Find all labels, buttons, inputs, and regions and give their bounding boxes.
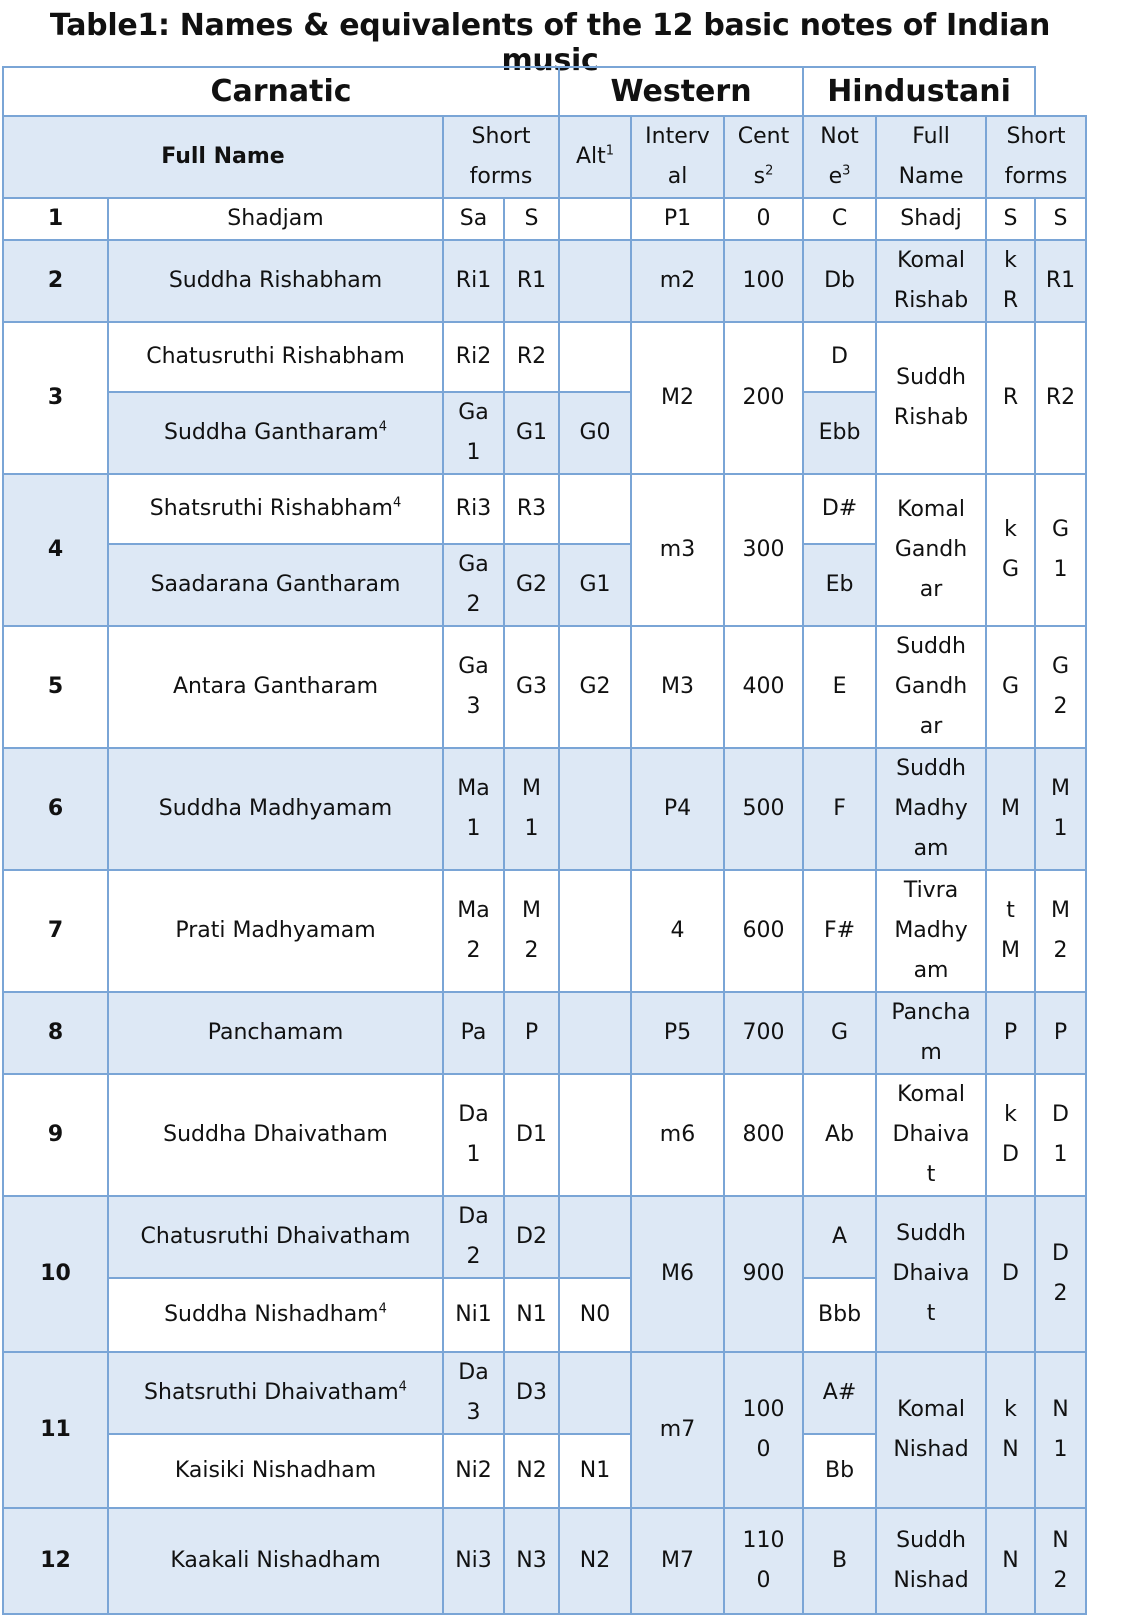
cents: 600 [724,870,803,992]
carnatic-full-name: Chatusruthi Dhaivatham [108,1196,443,1278]
short-form-1: Ni2 [443,1434,504,1508]
interval: m3 [631,474,724,626]
hindustani-short-2: N 1 [1035,1352,1086,1508]
row-number: 6 [3,748,108,870]
short-form-2: G2 [504,544,559,626]
hindustani-group-header: Hindustani [803,67,1035,116]
carnatic-full-name: Suddha Rishabham [108,240,443,322]
interval-header: Interv al [631,116,724,198]
cents: 300 [724,474,803,626]
row-number: 10 [3,1196,108,1352]
row-number: 5 [3,626,108,748]
hindustani-short-2: G 1 [1035,474,1086,626]
alt-short-form [559,748,631,870]
short-form-1: Sa [443,198,504,240]
short-form-2: D2 [504,1196,559,1278]
short-form-2: N3 [504,1508,559,1614]
cents-header: Cent $s^2$ [724,116,803,198]
alt-short-form: G1 [559,544,631,626]
interval: P4 [631,748,724,870]
table-row [3,322,1086,392]
alt-short-form [559,1196,631,1278]
interval: M3 [631,626,724,748]
western-note: Eb [803,544,876,626]
hindustani-short-1: k G [986,474,1035,626]
western-note: F [803,748,876,870]
hindustani-full-name: Suddh Dhaiva t [876,1196,986,1352]
hindustani-short-2: P [1035,992,1086,1074]
carnatic-full-name: Saadarana Gantharam [108,544,443,626]
hindustani-full-name-header: Full Name [876,116,986,198]
short-form-2: R1 [504,240,559,322]
carnatic-full-name: Kaisiki Nishadham [108,1434,443,1508]
row-number: 7 [3,870,108,992]
western-note: Bbb [803,1278,876,1352]
row-number: 1 [3,198,108,240]
cents: 100 [724,240,803,322]
cents: 200 [724,322,803,474]
alt-short-form [559,322,631,392]
interval: P5 [631,992,724,1074]
hindustani-short-forms-header: Short forms [986,116,1086,198]
column-header-row [3,116,1086,198]
hindustani-short-1: N [986,1508,1035,1614]
interval: 4 [631,870,724,992]
alt-short-form: N0 [559,1278,631,1352]
carnatic-full-name: Antara Gantharam [108,626,443,748]
interval: P1 [631,198,724,240]
hindustani-short-1: k R [986,240,1035,322]
alt-short-form [559,870,631,992]
table-row [3,748,1086,870]
hindustani-short-1: D [986,1196,1035,1352]
short-form-2: M 2 [504,870,559,992]
carnatic-full-name: Suddha Gantharam$^4$ [108,392,443,474]
alt-short-form [559,992,631,1074]
short-form-2: P [504,992,559,1074]
alt-short-form: N1 [559,1434,631,1508]
cents: 500 [724,748,803,870]
hindustani-full-name: Komal Dhaiva t [876,1074,986,1196]
interval: m7 [631,1352,724,1508]
notes-table [2,66,1087,1615]
short-form-1: Ri2 [443,322,504,392]
short-form-2: N2 [504,1434,559,1508]
western-note: Ab [803,1074,876,1196]
cents: 110 0 [724,1508,803,1614]
table-row [3,1196,1086,1278]
hindustani-full-name: Suddh Nishad [876,1508,986,1614]
hindustani-full-name: Pancha m [876,992,986,1074]
short-form-1: Da 3 [443,1352,504,1434]
hindustani-full-name: Komal Gandh ar [876,474,986,626]
interval: M2 [631,322,724,474]
table-title: Table1: Names & equivalents of the 12 basic notes of Indian music [49,8,1051,78]
western-note: B [803,1508,876,1614]
hindustani-full-name: Komal Rishab [876,240,986,322]
short-form-1: Ga 3 [443,626,504,748]
hindustani-short-1: R [986,322,1035,474]
row-number: 2 [3,240,108,322]
short-form-1: Ga 2 [443,544,504,626]
carnatic-group-header: Carnatic [3,67,559,116]
carnatic-full-name: Kaakali Nishadham [108,1508,443,1614]
table-row [3,474,1086,544]
table-row [3,992,1086,1074]
short-form-2: R3 [504,474,559,544]
western-note: F# [803,870,876,992]
hindustani-short-2: M 1 [1035,748,1086,870]
alt-short-form [559,1352,631,1434]
cents: 400 [724,626,803,748]
alt-short-form [559,198,631,240]
western-note: Ebb [803,392,876,474]
cents: 800 [724,1074,803,1196]
hindustani-full-name: Shadj [876,198,986,240]
short-form-2: D3 [504,1352,559,1434]
table-row [3,626,1086,748]
table-row [3,1352,1086,1434]
short-form-2: G1 [504,392,559,474]
short-form-2: N1 [504,1278,559,1352]
carnatic-full-name: Shatsruthi Rishabham$^4$ [108,474,443,544]
carnatic-full-name: Chatusruthi Rishabham [108,322,443,392]
carnatic-full-name: Shadjam [108,198,443,240]
alt-header: Alt$^1$ [559,116,631,198]
hindustani-short-1: k N [986,1352,1035,1508]
alt-short-form: N2 [559,1508,631,1614]
hindustani-full-name: Suddh Gandh ar [876,626,986,748]
table-row [3,870,1086,992]
western-note: D [803,322,876,392]
western-note: G [803,992,876,1074]
short-form-2: G3 [504,626,559,748]
hindustani-full-name: Suddh Madhy am [876,748,986,870]
short-form-1: Ga 1 [443,392,504,474]
table-row [3,198,1086,240]
alt-short-form [559,1074,631,1196]
table-row [3,1508,1086,1614]
western-note: Bb [803,1434,876,1508]
alt-short-form: G2 [559,626,631,748]
hindustani-full-name: Tivra Madhy am [876,870,986,992]
alt-short-form [559,240,631,322]
cents: 900 [724,1196,803,1352]
short-form-1: Pa [443,992,504,1074]
row-number: 4 [3,474,108,626]
short-form-2: S [504,198,559,240]
short-form-1: Da 1 [443,1074,504,1196]
interval: M6 [631,1196,724,1352]
short-form-1: Ni3 [443,1508,504,1614]
hindustani-short-2: M 2 [1035,870,1086,992]
hindustani-short-1: M [986,748,1035,870]
hindustani-short-1: P [986,992,1035,1074]
row-number: 12 [3,1508,108,1614]
western-note: D# [803,474,876,544]
hindustani-short-2: R1 [1035,240,1086,322]
cents: 700 [724,992,803,1074]
hindustani-full-name: Suddh Rishab [876,322,986,474]
table-row [3,240,1086,322]
short-form-1: Ri3 [443,474,504,544]
short-form-2: D1 [504,1074,559,1196]
hindustani-short-1: G [986,626,1035,748]
short-form-1: Ni1 [443,1278,504,1352]
interval: m2 [631,240,724,322]
hindustani-full-name: Komal Nishad [876,1352,986,1508]
carnatic-full-name: Panchamam [108,992,443,1074]
short-forms-header: Short forms [443,116,559,198]
short-form-1: Da 2 [443,1196,504,1278]
carnatic-full-name: Suddha Madhyamam [108,748,443,870]
hindustani-short-1: S [986,198,1035,240]
hindustani-short-2: N 2 [1035,1508,1086,1614]
hindustani-short-1: k D [986,1074,1035,1196]
row-number: 8 [3,992,108,1074]
alt-short-form: G0 [559,392,631,474]
hindustani-short-2: G 2 [1035,626,1086,748]
hindustani-short-1: t M [986,870,1035,992]
hindustani-short-2: S [1035,198,1086,240]
western-note: Db [803,240,876,322]
row-number: 11 [3,1352,108,1508]
short-form-1: Ma 2 [443,870,504,992]
carnatic-full-name: Shatsruthi Dhaivatham$^4$ [108,1352,443,1434]
western-note: C [803,198,876,240]
full-name-header: Full Name [3,116,443,198]
alt-short-form [559,474,631,544]
row-number: 9 [3,1074,108,1196]
western-note: A [803,1196,876,1278]
hindustani-short-2: D 2 [1035,1196,1086,1352]
cents: 100 0 [724,1352,803,1508]
interval: M7 [631,1508,724,1614]
short-form-1: Ma 1 [443,748,504,870]
carnatic-full-name: Suddha Dhaivatham [108,1074,443,1196]
table-row [3,1074,1086,1196]
note-header: Not $e^3$ [803,116,876,198]
short-form-2: R2 [504,322,559,392]
short-form-2: M 1 [504,748,559,870]
western-note: A# [803,1352,876,1434]
group-header-row [3,67,1086,116]
cents: 0 [724,198,803,240]
short-form-1: Ri1 [443,240,504,322]
western-note: E [803,626,876,748]
interval: m6 [631,1074,724,1196]
hindustani-short-2: D 1 [1035,1074,1086,1196]
western-group-header: Western [559,67,803,116]
hindustani-short-2: R2 [1035,322,1086,474]
carnatic-full-name: Suddha Nishadham$^4$ [108,1278,443,1352]
row-number: 3 [3,322,108,474]
carnatic-full-name: Prati Madhyamam [108,870,443,992]
